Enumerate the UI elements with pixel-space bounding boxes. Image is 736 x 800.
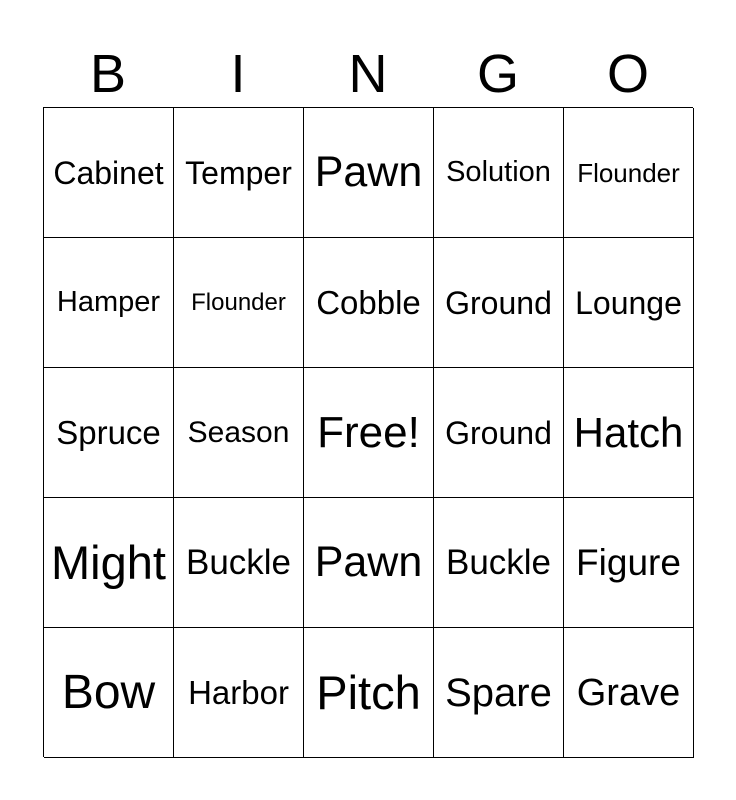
- cell-word: Solution: [446, 156, 551, 188]
- cell-word: Buckle: [185, 543, 292, 582]
- cell-word: Pawn: [314, 148, 423, 196]
- header-letter-n: N: [348, 44, 388, 104]
- bingo-cell[interactable]: [564, 238, 694, 368]
- bingo-header: [43, 42, 693, 106]
- cell-word: Might: [51, 536, 166, 589]
- bingo-cell[interactable]: [304, 498, 434, 628]
- bingo-cell[interactable]: [44, 498, 174, 628]
- cell-word: Spruce: [56, 414, 161, 451]
- cell-word: Cobble: [316, 284, 421, 321]
- cell-word: Hamper: [56, 286, 161, 318]
- bingo-cell[interactable]: [564, 628, 694, 758]
- bingo-cell[interactable]: [44, 108, 174, 238]
- free-space-cell[interactable]: [304, 368, 434, 498]
- cell-word: Figure: [576, 542, 681, 583]
- header-letter-o: O: [606, 44, 649, 104]
- cell-word: Temper: [185, 154, 292, 191]
- cell-word: Pawn: [314, 538, 423, 586]
- bingo-cell[interactable]: [304, 628, 434, 758]
- bingo-cell[interactable]: [304, 238, 434, 368]
- cell-word: Ground: [445, 284, 552, 321]
- bingo-board: [43, 107, 693, 757]
- cell-word: Cabinet: [53, 154, 164, 191]
- cell-word: Season: [187, 415, 290, 449]
- bingo-cell[interactable]: [174, 108, 304, 238]
- cell-word: Flounder: [577, 157, 680, 188]
- bingo-cell[interactable]: [564, 368, 694, 498]
- free-space-label: Free!: [317, 407, 420, 457]
- cell-word: Ground: [445, 414, 552, 451]
- bingo-cell[interactable]: [174, 368, 304, 498]
- bingo-cell[interactable]: [434, 108, 564, 238]
- bingo-cell[interactable]: [434, 238, 564, 368]
- cell-word: Harbor: [188, 674, 289, 711]
- bingo-cell[interactable]: [44, 238, 174, 368]
- bingo-cell[interactable]: [174, 238, 304, 368]
- cell-word: Buckle: [445, 543, 552, 582]
- cell-word: Grave: [576, 671, 681, 714]
- bingo-cell[interactable]: [564, 108, 694, 238]
- cell-word: Flounder: [191, 288, 286, 316]
- cell-word: Bow: [61, 665, 156, 719]
- header-letter-g: G: [476, 44, 519, 104]
- bingo-cell[interactable]: [304, 108, 434, 238]
- bingo-cell[interactable]: [44, 368, 174, 498]
- header-letter-i: I: [230, 44, 246, 104]
- bingo-cell[interactable]: [44, 628, 174, 758]
- cell-word: Lounge: [575, 284, 682, 321]
- cell-word: Spare: [445, 670, 552, 715]
- header-letter-b: B: [89, 44, 127, 104]
- bingo-cell[interactable]: [564, 498, 694, 628]
- bingo-cell[interactable]: [434, 628, 564, 758]
- cell-word: Pitch: [316, 666, 421, 719]
- bingo-cell[interactable]: [434, 368, 564, 498]
- cell-word: Hatch: [573, 408, 684, 456]
- bingo-cell[interactable]: [174, 498, 304, 628]
- bingo-cell[interactable]: [434, 498, 564, 628]
- bingo-cell[interactable]: [174, 628, 304, 758]
